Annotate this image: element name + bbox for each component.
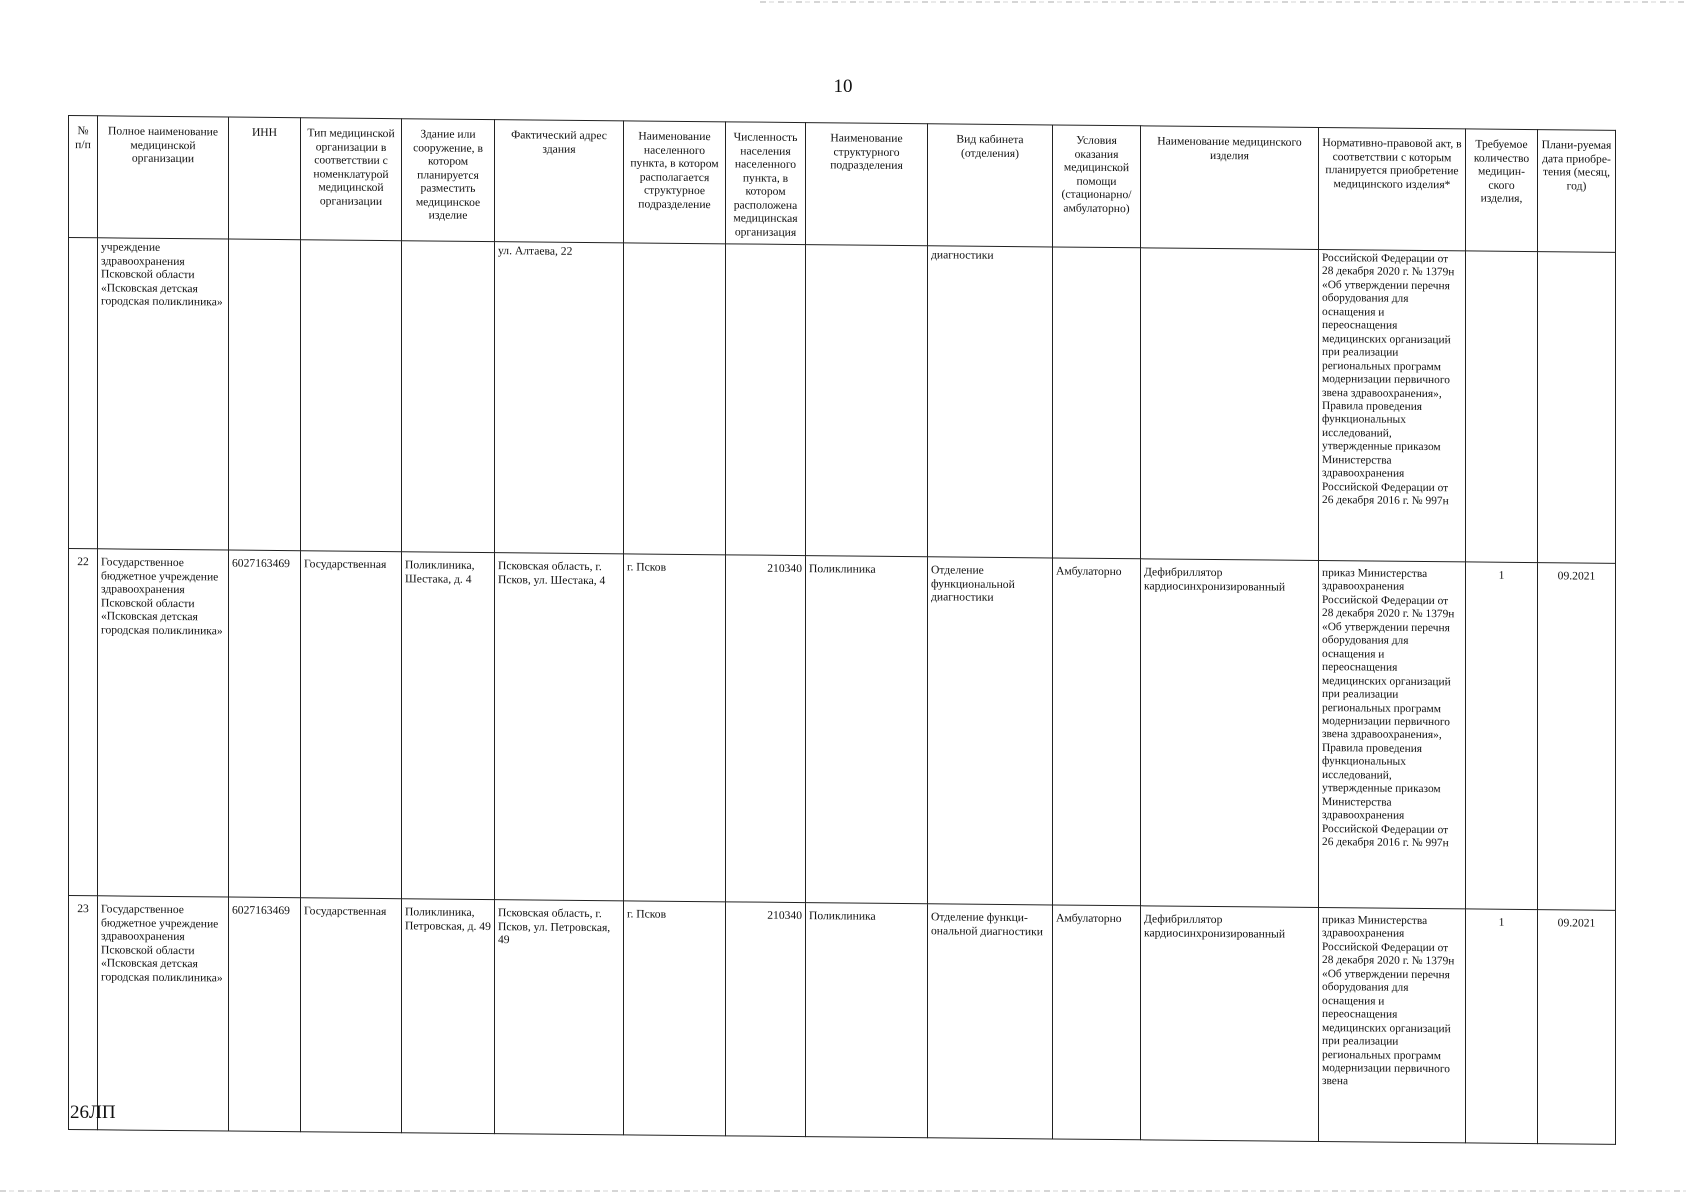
cell-cabinet: Отделение функциональной диагностики (928, 557, 1053, 905)
cell-num: 23 (69, 896, 98, 1130)
cell-device (1141, 248, 1319, 561)
header-conditions: Условия оказания медицинской помощи (стационарно/ амбулаторно) (1053, 125, 1141, 248)
cell-population: 210340 (726, 555, 806, 903)
cell-date: 09.2021 (1538, 563, 1616, 911)
table-row (69, 238, 1616, 564)
cell-subdivision (806, 245, 928, 557)
cell-device: Дефибриллятор кардиосинхронизированный (1141, 559, 1319, 908)
cell-settlement: г. Псков (624, 901, 726, 1136)
cell-num (69, 238, 98, 549)
scan-artifact-bottom (0, 1190, 1686, 1192)
cell-date: 09.2021 (1538, 910, 1616, 1145)
cell-quantity: 1 (1466, 909, 1538, 1144)
header-legal-act: Нормативно-правовой акт, в соответствии с которым планируется приобретение медицинского изделия* (1319, 128, 1466, 251)
table-row (69, 549, 1616, 911)
cell-building (402, 241, 495, 553)
header-subdivision: Наименование структурного подразделения (806, 123, 928, 246)
cell-org-name: учреждение здравоохранения Псковской области «Псковская детская городская поликлиника» (98, 238, 229, 550)
page-number: 10 (833, 76, 853, 97)
cell-address: ул. Алтаева, 22 (495, 242, 624, 554)
document-code: 26ЛП (70, 1102, 116, 1123)
cell-legal-act: приказ Министерства здравоохранения Российской Федерации от 28 декабря 2020 г. № 1379н «Об утверждении перечня оборудования для оснащения и переоснащения медицинских организаций при реализации региональных программ модернизации первичного звена (1319, 908, 1466, 1143)
cell-address: Псковская область, г. Псков, ул. Шестака, 4 (495, 553, 624, 901)
cell-conditions: Амбулаторно (1053, 905, 1141, 1140)
header-settlement: Наименование населенного пункта, в котором располагается структурное подразделение (624, 121, 726, 244)
cell-org-type: Государственная (301, 551, 402, 899)
cell-conditions: Амбулаторно (1053, 558, 1141, 906)
cell-settlement (624, 243, 726, 555)
cell-legal-act: Российской Федерации от 28 декабря 2020 г. № 1379н «Об утверждении перечня оборудования для оснащения и переоснащения медицинских организаций при реализации региональных программ модернизации первичного звена здравоохранения», Правила проведения функциональных исследований, утвержденные приказом Министерства здравоохранения Российской Федерации от 26 декабря 2016 г. № 997н (1319, 250, 1466, 562)
cell-inn: 6027163469 (229, 897, 301, 1132)
header-cabinet: Вид кабинета (отделения) (928, 124, 1053, 247)
cell-population: 210340 (726, 902, 806, 1137)
cell-legal-act: приказ Министерства здравоохранения Российской Федерации от 28 декабря 2020 г. № 1379н «Об утверждении перечня оборудования для оснащения и переоснащения медицинских организаций при реализации региональных программ модернизации первичного звена здравоохранения», Правила проведения функциональных исследований, утвержденные приказом Министерства здравоохранения Российской Федерации от 26 декабря 2016 г. № 997н (1319, 561, 1466, 909)
cell-inn: 6027163469 (229, 550, 301, 898)
header-population: Численность населения населенного пункта, в котором расположена медицинская организация (726, 122, 806, 245)
cell-num: 22 (69, 549, 98, 896)
table-row (69, 896, 1616, 1145)
cell-inn (229, 239, 301, 551)
header-inn: ИНН (229, 117, 301, 240)
header-device: Наименование медицинского изделия (1141, 126, 1319, 250)
cell-subdivision: Поликлиника (806, 556, 928, 904)
cell-device: Дефибриллятор кардиосинхронизированный (1141, 906, 1319, 1142)
cell-settlement: г. Псков (624, 554, 726, 902)
cell-quantity (1466, 251, 1538, 563)
header-address: Фактический адрес здания (495, 120, 624, 243)
cell-population (726, 244, 806, 556)
header-date: Плани-руемая дата приобре-тения (месяц, год) (1538, 130, 1616, 253)
cell-address: Псковская область, г. Псков, ул. Петровская, 49 (495, 900, 624, 1135)
scan-artifact-top (760, 1, 1686, 3)
cell-cabinet: диагностики (928, 246, 1053, 558)
equipment-table (68, 115, 1616, 1145)
header-quantity: Требуемое количество медицин-ского изделия, (1466, 129, 1538, 252)
cell-org-type (301, 240, 402, 552)
cell-org-name: Государственное бюджетное учреждение здравоохранения Псковской области «Псковская детская городская поликлиника» (98, 896, 229, 1131)
cell-quantity: 1 (1466, 562, 1538, 910)
header-building: Здание или сооружение, в котором планируется разместить медицинское изделие (402, 119, 495, 242)
cell-cabinet: Отделение функци-ональной диагностики (928, 904, 1053, 1139)
cell-subdivision: Поликлиника (806, 903, 928, 1138)
header-num: № п/п (69, 116, 98, 238)
header-org-type: Тип медицинской организации в соответствии с номенклатурой медицинской организации (301, 118, 402, 241)
cell-building: Поликлиника, Петровская, д. 49 (402, 899, 495, 1134)
cell-building: Поликлиника, Шестака, д. 4 (402, 552, 495, 900)
table-header-row (69, 116, 1616, 253)
cell-org-name: Государственное бюджетное учреждение здравоохранения Псковской области «Псковская детская городская поликлиника» (98, 549, 229, 897)
header-org-name: Полное наименование медицинской организации (98, 116, 229, 239)
cell-org-type: Государственная (301, 898, 402, 1133)
cell-conditions (1053, 247, 1141, 559)
cell-date (1538, 252, 1616, 564)
